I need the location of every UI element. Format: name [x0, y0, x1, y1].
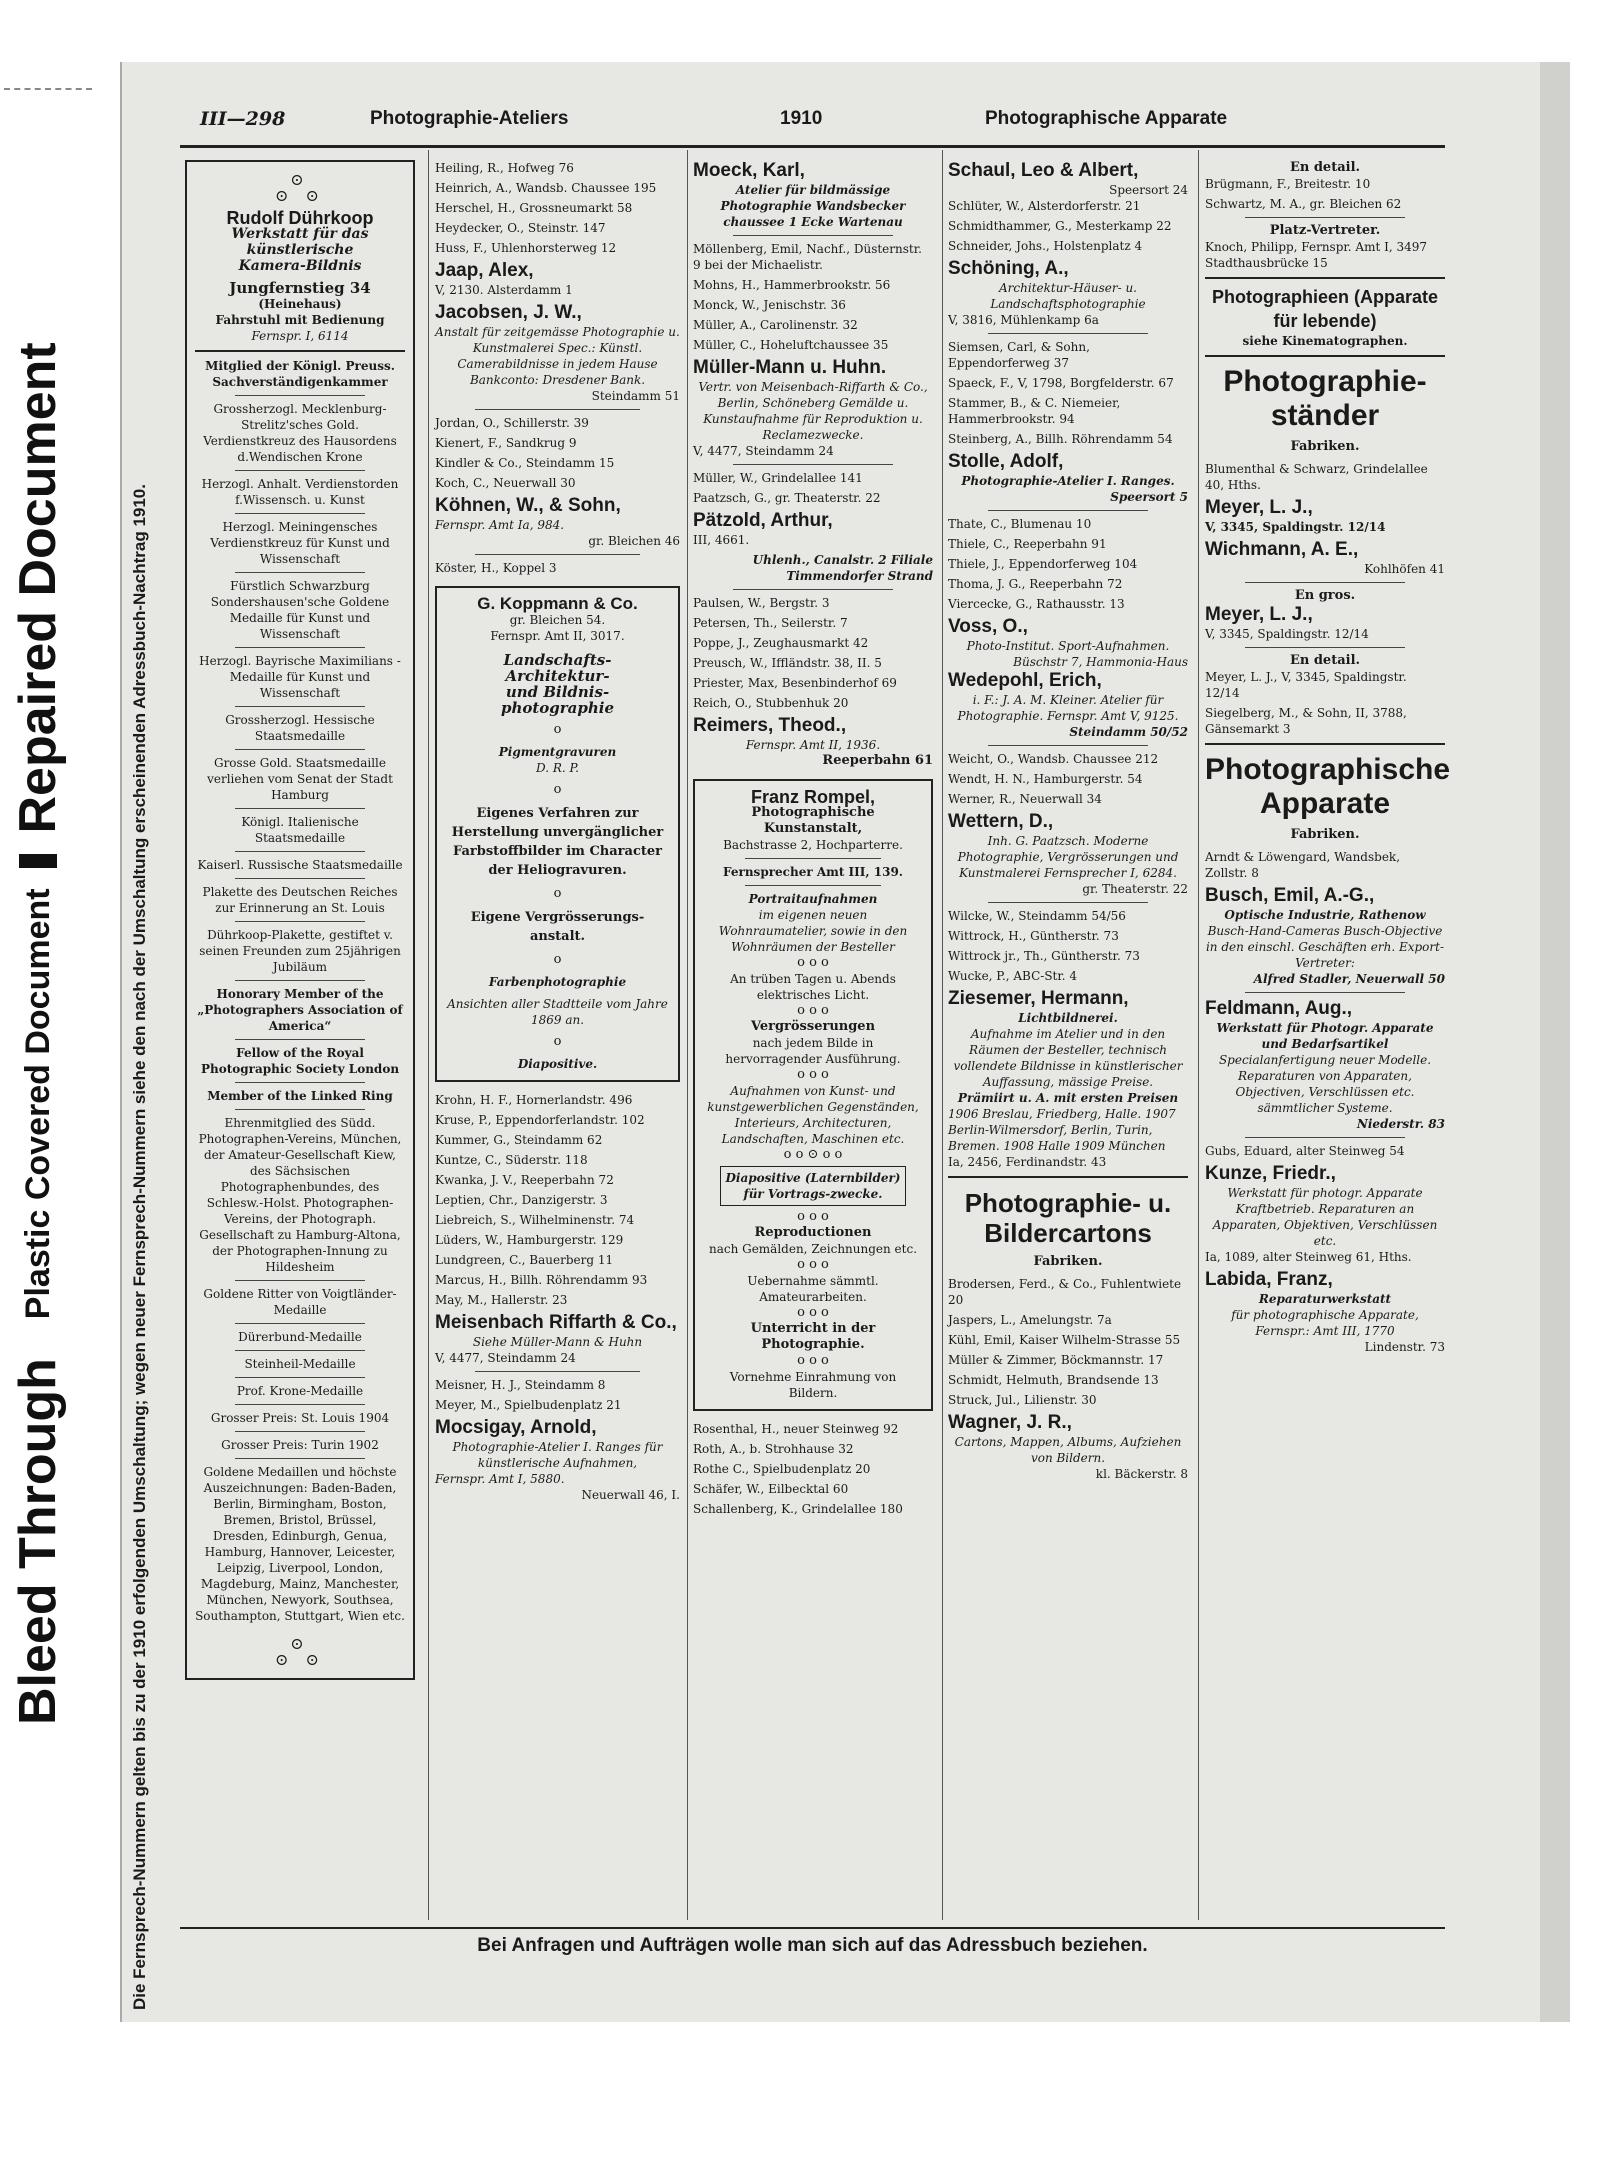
entry-addr: Niederstr. 83	[1356, 1117, 1445, 1131]
entry: Köster, H., Koppel 3	[435, 561, 557, 575]
ornament: o o o	[797, 1305, 829, 1320]
label-divider	[19, 854, 57, 868]
section-sub: Fabriken.	[1290, 439, 1360, 454]
honor: Herzogl. Bayrische Maximilians - Medaille für Kunst und Wissenschaft	[199, 654, 401, 700]
column-divider	[428, 150, 429, 1920]
column-duehrkoop	[185, 160, 415, 1680]
entry-name: Wichmann, A. E.,	[1205, 539, 1359, 560]
rompel-line: Aufnahmen von Kunst- und kunstgewerblichen Gegenständen, Interieurs, Architecturen, Landschaften, Maschinen etc.	[707, 1084, 919, 1146]
entry-desc: Aufnahme im Atelier und in den Räumen der Besteller, technisch vollendete Bildnisse in künstlerischer Auffassung, mässige Preise.	[953, 1027, 1183, 1089]
ornament: ⊙ ⊙ ⊙	[275, 1634, 325, 1669]
entry-sub: Reparaturwerkstatt	[1258, 1292, 1392, 1306]
entry: Schmidthammer, G., Mesterkamp 22	[948, 219, 1172, 233]
honor: Goldene Medaillen und höchste Auszeichnungen: Baden-Baden, Berlin, Birmingham, Boston, Bremen, Bristol, Brüssel, Dresden, Edinburgh, Genua, Hamburg, Hannover, Leicester, Leipzig, Liverpool, London, Magdeburg, Mainz, Manchester, München, Newyork, Southsea, Southampton, Stuttgart, Wien etc.	[195, 1465, 405, 1623]
section-sub: Fabriken.	[1033, 1254, 1103, 1269]
entry: Kuntze, C., Süderstr. 118	[435, 1153, 588, 1167]
entry: Kwanka, J. V., Reeperbahn 72	[435, 1173, 614, 1187]
entry-desc: Photo-Institut. Sport-Aufnahmen.	[966, 639, 1170, 653]
entry-desc: Photographie-Atelier I. Ranges.	[961, 474, 1175, 488]
entry: Schmidt, Helmuth, Brandsende 13	[948, 1373, 1159, 1387]
rompel-line: Portraitaufnahmen	[748, 892, 878, 906]
column-divider	[942, 150, 943, 1920]
entry: Knoch, Philipp, Fernspr. Amt I, 3497 Stadthausbrücke 15	[1205, 240, 1428, 270]
header-right: Photographische Apparate	[985, 108, 1228, 129]
entry-name: Mocsigay, Arnold,	[435, 1417, 597, 1438]
page-edge	[1540, 62, 1570, 2022]
entry: Weicht, O., Wandsb. Chaussee 212	[948, 752, 1159, 766]
entry-addr: gr. Theaterstr. 22	[1082, 882, 1188, 896]
honor: Grossherzogl. Mecklenburg-Strelitz'sches Gold. Verdienstkreuz des Hausordens d.Wendischen Krone	[203, 402, 397, 464]
honor: Dührkoop-Plakette, gestiftet v. seinen Freunden zum 25jährigen Jubiläum	[199, 928, 401, 974]
entry-addr: Steindamm 51	[591, 389, 680, 403]
honor: Grosser Preis: Turin 1902	[221, 1438, 379, 1452]
entry: Paatzsch, G., gr. Theaterstr. 22	[693, 491, 881, 505]
entry: Krohn, H. F., Hornerlandstr. 496	[435, 1093, 633, 1107]
entry-addr: kl. Bäckerstr. 8	[1095, 1467, 1188, 1481]
honor: Fellow of the Royal Photographic Society London	[200, 1046, 400, 1076]
entry-name: Wagner, J. R.,	[948, 1412, 1072, 1433]
ornament: o o o	[797, 1003, 829, 1018]
entry-prize: Prämiirt u. A. mit ersten Preisen	[957, 1091, 1179, 1105]
label-bleed-through: Bleed Through	[9, 1358, 67, 1725]
entry-desc: Architektur-Häuser- u. Landschaftsphotographie	[990, 281, 1146, 311]
entry: Meisner, H. J., Steindamm 8	[435, 1378, 606, 1392]
dashed-line	[4, 88, 92, 90]
entry-name: Stolle, Adolf,	[948, 451, 1064, 472]
entry: Struck, Jul., Lilienstr. 30	[948, 1393, 1097, 1407]
entry-name: Jaap, Alex,	[435, 260, 534, 281]
entry-addr: Lindenstr. 73	[1364, 1340, 1445, 1354]
entry: May, M., Hallerstr. 23	[435, 1293, 568, 1307]
entry-name: Meyer, L. J.,	[1205, 604, 1313, 625]
entry-name: Ziesemer, Hermann,	[948, 988, 1129, 1009]
ornament: o o o	[797, 1067, 829, 1082]
honor: Plakette des Deutschen Reiches zur Erinnerung an St. Louis	[202, 885, 398, 915]
entry-desc: Photographie-Atelier I. Ranges für künstlerische Aufnahmen,	[452, 1440, 663, 1470]
entry-phone: Fernspr. Amt Ia, 984.	[435, 518, 565, 532]
entry: Lundgreen, C., Bauerberg 11	[435, 1253, 614, 1267]
entry: Wilcke, W., Steindamm 54/56	[948, 909, 1126, 923]
entry-desc: Siehe Müller-Mann & Huhn	[472, 1335, 643, 1349]
entry: Lüders, W., Hamburgerstr. 129	[435, 1233, 624, 1247]
footer-text: Bei Anfragen und Aufträgen wolle man sich auf das Adressbuch beziehen.	[477, 1935, 1148, 1956]
street: Jungfernstieg 34	[229, 279, 371, 297]
honor: Königl. Italienische Staatsmedaille	[241, 815, 359, 845]
entry: Wucke, P., ABC-Str. 4	[948, 969, 1078, 983]
rompel-line: Vergrösserungen	[750, 1019, 876, 1034]
entry: Leptien, Chr., Danzigerstr. 3	[435, 1193, 608, 1207]
entry: Wittrock jr., Th., Güntherstr. 73	[948, 949, 1140, 963]
entry-name: Reimers, Theod.,	[693, 715, 847, 736]
koppmann-line: Eigenes Verfahren zur Herstellung unvergänglicher Farbstoffbilder im Character der Heliogravuren.	[451, 806, 664, 878]
entry: Meyer, M., Spielbudenplatz 21	[435, 1398, 622, 1412]
header-left: Photographie-Ateliers	[370, 108, 569, 129]
entry-name: Kunze, Friedr.,	[1205, 1163, 1336, 1184]
entry-name: Jacobsen, J. W.,	[435, 302, 582, 323]
entry-desc: Busch-Hand-Cameras Busch-Objective in den einschl. Geschäften erh. Export-Vertreter:	[1205, 924, 1445, 970]
duehrkoop-name: Rudolf Dührkoop	[226, 208, 374, 228]
entry: Liebreich, S., Wilhelminenstr. 74	[435, 1213, 635, 1227]
entry-addr: V, 4477, Steindamm 24	[435, 1351, 576, 1365]
entry: Schallenberg, K., Grindelallee 180	[693, 1502, 903, 1516]
koppmann-line: Diapositive.	[517, 1057, 598, 1071]
house: (Heinehaus)	[258, 297, 342, 311]
tagline: künstlerische	[246, 242, 354, 258]
entry: Herschel, H., Grossneumarkt 58	[435, 201, 633, 215]
footer-rule	[180, 1927, 1445, 1929]
entry: V, 2130. Alsterdamm 1	[435, 283, 573, 297]
header-year: 1910	[780, 108, 823, 129]
entry-name: Wedepohl, Erich,	[948, 670, 1102, 691]
entry-addr: V, 3816, Mühlenkamp 6a	[948, 313, 1099, 327]
honor: Steinheil-Medaille	[244, 1357, 356, 1371]
entry-desc: Werkstatt für photogr. Apparate Kraftbetrieb. Reparaturen an Apparaten, Objektiven, Verschlüssen etc.	[1212, 1186, 1438, 1248]
entry: Müller, W., Grindelallee 141	[693, 471, 863, 485]
entry: Müller, A., Carolinenstr. 32	[693, 318, 858, 332]
entry: Heydecker, O., Steinstr. 147	[435, 221, 606, 235]
column-moeck-schallenberg	[693, 160, 933, 1521]
honor: Fürstlich Schwarzburg Sondershausen'sche Goldene Medaille für Kunst und Wissenschaft	[210, 579, 390, 641]
entry-name: Busch, Emil, A.-G.,	[1205, 885, 1375, 906]
entry-name: Moeck, Karl,	[693, 160, 805, 181]
entry-addr: Neuerwall 46, I.	[581, 1488, 680, 1502]
entry-addr: V, 3345, Spaldingstr. 12/14	[1205, 520, 1386, 534]
column-apparate	[1205, 160, 1451, 1355]
entry-desc: Vertr. von Meisenbach-Riffarth & Co., Berlin, Schöneberg Gemälde u. Kunstaufnahme für Reproduktion u. Reclamezwecke.	[698, 380, 928, 442]
entry-addr: Ia, 1089, alter Steinweg 61, Hths.	[1205, 1250, 1412, 1264]
entry-addr: Büschstr 7, Hammonia-Haus	[1013, 655, 1188, 669]
column-heiling-mocsigay	[435, 160, 680, 1503]
entry: Rosenthal, H., neuer Steinweg 92	[693, 1422, 899, 1436]
entry-desc: Specialanfertigung neuer Modelle. Reparaturen von Apparaten, Objectiven, Verschlüssen etc. sämmtlicher Systeme.	[1218, 1053, 1432, 1115]
rompel-line: im eigenen neuen Wohnraumatelier, sowie in den Wohnräumen der Besteller	[718, 908, 908, 954]
honor: Grossherzogl. Hessische Staatsmedaille	[225, 713, 375, 743]
entry: Huss, F., Uhlenhorsterweg 12	[435, 241, 617, 255]
ornament: o	[553, 782, 562, 797]
koppmann-line: Landschafts-	[503, 651, 612, 669]
rompel-line: Bachstrasse 2, Hochparterre.	[723, 838, 903, 852]
koppmann-line: Architektur-	[505, 667, 610, 685]
koppmann-addr: gr. Bleichen 54.	[509, 613, 606, 627]
entry: Reich, O., Stubbenhuk 20	[693, 696, 849, 710]
entry-addr: gr. Bleichen 46	[588, 534, 680, 548]
ornament: ⊙ ⊙ ⊙	[275, 170, 325, 205]
entry-addr: Uhlenh., Canalstr. 2 Filiale Timmendorfer Strand	[752, 553, 933, 583]
entry-phone: III, 4661.	[693, 533, 750, 547]
koppmann-line: Ansichten aller Stadtteile vom Jahre 1869 an.	[447, 997, 668, 1027]
header-rule	[180, 145, 1445, 148]
entry: Siegelberg, M., & Sohn, II, 3788, Gänsemarkt 3	[1205, 706, 1407, 736]
koppmann-name: G. Koppmann & Co.	[477, 594, 638, 613]
section-sub: En gros.	[1294, 588, 1356, 603]
entry: Mohns, H., Hammerbrookstr. 56	[693, 278, 891, 292]
tagline: Kamera-Bildnis	[238, 258, 362, 274]
lift: Fahrstuhl mit Bedienung	[215, 313, 385, 327]
koppmann-phone: Fernspr. Amt II, 3017.	[490, 629, 625, 643]
section-title: Photographische Apparate	[1205, 753, 1451, 820]
koppmann-line: Farbenphotographie	[488, 975, 627, 989]
entry: Brodersen, Ferd., & Co., Fuhlentwiete 20	[948, 1277, 1182, 1307]
entry-addr: Speersort 5	[1110, 490, 1188, 504]
entry: Marcus, H., Billh. Röhrendamm 93	[435, 1273, 648, 1287]
rompel-line: Unterricht in der Photographie.	[750, 1321, 876, 1352]
vertical-notice: Die Fernsprech-Nummern gelten bis zu der 1910 erfolgenden Umschaltung; wegen neuer Fernsprech-Nummern siehe den nach der Umschaltung erscheinenden Adressbuch-Nachtrag 1910.	[130, 484, 149, 2010]
entry: Jaspers, L., Amelungstr. 7a	[948, 1313, 1112, 1327]
entry: Müller, C., Hoheluftchaussee 35	[693, 338, 889, 352]
entry: Kühl, Emil, Kaiser Wilhelm-Strasse 55	[948, 1333, 1181, 1347]
entry: Rothe C., Spielbudenplatz 20	[693, 1462, 871, 1476]
entry: Brügmann, F., Breitestr. 10	[1205, 177, 1371, 191]
rompel-line: Vornehme Einrahmung von Bildern.	[729, 1370, 897, 1400]
label-repaired: Repaired Document	[9, 342, 67, 834]
koppmann-line: D. R. P.	[536, 761, 579, 775]
entry-addr: Ia, 2456, Ferdinandstr. 43	[948, 1155, 1107, 1169]
entry: Gubs, Eduard, alter Steinweg 54	[1205, 1144, 1405, 1158]
ornament: o o o	[797, 1209, 829, 1224]
entry: Schäfer, W., Eilbecktal 60	[693, 1482, 849, 1496]
entry-desc: Inh. G. Paatzsch. Moderne Photographie, Vergrösserungen und Kunstmalerei Fernsprecher I, 6284.	[957, 834, 1179, 880]
koppmann-ad	[435, 586, 680, 1082]
section-sub: Fabriken.	[1290, 827, 1360, 842]
entry: Stammer, B., & C. Niemeier, Hammerbrookstr. 94	[948, 396, 1121, 426]
koppmann-line: und Bildnis-	[505, 683, 610, 701]
rompel-line: Reproductionen	[754, 1225, 872, 1240]
ornament: o	[553, 952, 562, 967]
entry: Kindler & Co., Steindamm 15	[435, 456, 615, 470]
koppmann-line: Eigene Vergrösserungs-anstalt.	[470, 910, 645, 944]
entry-name: Labida, Franz,	[1205, 1269, 1333, 1290]
entry-name: Meisenbach Riffarth & Co.,	[435, 1312, 677, 1333]
entry-name: Köhnen, W., & Sohn,	[435, 495, 621, 516]
rompel-line: nach jedem Bilde in hervorragender Ausführung.	[725, 1036, 901, 1066]
entry-sub: Optische Industrie, Rathenow	[1224, 908, 1426, 922]
entry: Heinrich, A., Wandsb. Chaussee 195	[435, 181, 657, 195]
entry-desc: i. F.: J. A. M. Kleiner. Atelier für Photographie. Fernspr. Amt V, 9125.	[957, 693, 1179, 723]
honor: Grosser Preis: St. Louis 1904	[210, 1411, 390, 1425]
entry: Paulsen, W., Bergstr. 3	[693, 596, 830, 610]
entry: Siemsen, Carl, & Sohn, Eppendorferweg 37	[948, 340, 1090, 370]
ornament: o o ⊙ o o	[783, 1147, 843, 1162]
entry-name: Schöning, A.,	[948, 258, 1069, 279]
entry: Schlüter, W., Alsterdorferstr. 21	[948, 199, 1141, 213]
tagline: Werkstatt für das	[231, 226, 369, 242]
entry-addr: Steindamm 50/52	[1069, 725, 1188, 739]
rompel-line: An trüben Tagen u. Abends elektrisches Licht.	[730, 972, 896, 1002]
honor: Grosse Gold. Staatsmedaille verliehen vom Senat der Stadt Hamburg	[207, 756, 393, 802]
honor: Prof. Krone-Medaille	[236, 1384, 364, 1398]
entry-addr: Alfred Stadler, Neuerwall 50	[1253, 972, 1445, 986]
honor: Kaiserl. Russische Staatsmedaille	[197, 858, 403, 872]
entry-desc: für photographische Apparate, Fernspr.: Amt III, 1770	[1231, 1308, 1419, 1338]
entry: Poppe, J., Zeughausmarkt 42	[693, 636, 869, 650]
entry-phone: Fernspr. Amt I, 5880.	[435, 1472, 565, 1486]
entry-name: Müller-Mann u. Huhn.	[693, 357, 887, 378]
entry: Preusch, W., Iffländstr. 38, II. 5	[693, 656, 882, 670]
entry: Meyer, L. J., V, 3345, Spaldingstr. 12/14	[1205, 670, 1407, 700]
entry: Schwartz, M. A., gr. Bleichen 62	[1205, 197, 1402, 211]
entry-phone: Fernspr. Amt II, 1936.	[745, 738, 881, 752]
entry: Wendt, H. N., Hamburgerstr. 54	[948, 772, 1143, 786]
entry-sub: Werkstatt für Photogr. Apparate und Bedarfsartikel	[1216, 1021, 1434, 1051]
honor: Herzogl. Meiningensches Verdienstkreuz für Kunst und Wissenschaft	[210, 520, 390, 566]
entry-addr: V, 4477, Steindamm 24	[693, 444, 834, 458]
section-sub: En detail.	[1289, 653, 1361, 668]
entry: Blumenthal & Schwarz, Grindelallee 40, Hths.	[1205, 462, 1428, 492]
honor: Mitglied der Königl. Preuss. Sachverständigenkammer	[205, 359, 395, 389]
entry: Monck, W., Jenischstr. 36	[693, 298, 846, 312]
entry-desc: Anstalt für zeitgemässe Photographie u. Kunstmalerei Spec.: Künstl. Camerabildnisse in jedem Hause Bankconto: Dresdener Bank.	[435, 325, 680, 387]
entry-name: Voss, O.,	[948, 616, 1028, 637]
ornament: o o o	[797, 955, 829, 970]
entry: Koch, C., Neuerwall 30	[435, 476, 576, 490]
entry: Jordan, O., Schillerstr. 39	[435, 416, 589, 430]
entry: Kummer, G., Steindamm 62	[435, 1133, 603, 1147]
honor: Goldene Ritter von Voigtländer-Medaille	[203, 1287, 397, 1317]
rompel-line: Fernsprecher Amt III, 139.	[723, 865, 903, 879]
ornament: o	[553, 1034, 562, 1049]
phone: Fernspr. I, 6114	[251, 329, 349, 343]
column-divider	[1198, 150, 1199, 1920]
entry: Wittrock, H., Güntherstr. 73	[948, 929, 1119, 943]
section-sub: Platz-Vertreter.	[1269, 223, 1381, 238]
rompel-line: Uebernahme sämmtl. Amateurarbeiten.	[747, 1274, 879, 1304]
section-title: Photographieen (Apparate für lebende)	[1211, 287, 1439, 331]
entry: Schneider, Johs., Holstenplatz 4	[948, 239, 1143, 253]
honor: Honorary Member of the „Photographers Association of America“	[197, 987, 403, 1033]
entry-name: Schaul, Leo & Albert,	[948, 160, 1139, 181]
column-schaul-wagner	[948, 160, 1188, 1482]
ornament: o	[553, 722, 562, 737]
entry-addr: Kohlhöfen 41	[1364, 562, 1445, 576]
ornament: o o o	[797, 1353, 829, 1368]
rompel-line: Photographische Kunstanstalt,	[751, 805, 875, 836]
entry-desc: Cartons, Mappen, Albums, Aufziehen von Bildern.	[954, 1435, 1182, 1465]
entry: Priester, Max, Besenbinderhof 69	[693, 676, 897, 690]
entry-name: Pätzold, Arthur,	[693, 510, 833, 531]
entry: Spaeck, F., V, 1798, Borgfelderstr. 67	[948, 376, 1174, 390]
page-number: III—298	[200, 108, 286, 130]
section-title: Photographie-ständer	[1223, 365, 1427, 432]
entry: Thate, C., Blumenau 10	[948, 517, 1092, 531]
entry-name: Meyer, L. J.,	[1205, 497, 1313, 518]
column-divider	[687, 150, 688, 1920]
entry: Roth, A., b. Strohhause 32	[693, 1442, 854, 1456]
entry: Thoma, J. G., Reeperbahn 72	[948, 577, 1123, 591]
entry-name: Wettern, D.,	[948, 811, 1054, 832]
entry: Möllenberg, Emil, Nachf., Düsternstr. 9 bei der Michaelistr.	[693, 242, 922, 272]
entry: Petersen, Th., Seilerstr. 7	[693, 616, 848, 630]
rompel-name: Franz Rompel,	[750, 787, 875, 807]
entry: Kienert, F., Sandkrug 9	[435, 436, 577, 450]
honor: Ehrenmitglied des Südd. Photographen-Vereins, München, der Amateur-Gesellschaft Kiew, des Sächsischen Photographenbundes, des Schlesw.-Holst. Photographen-Vereins, der Photograph. Gesellschaft zu Hamburg-Altona, der Photographen-Innung zu Hildesheim	[198, 1116, 402, 1274]
honor: Herzogl. Anhalt. Verdienstorden f.Wissensch. u. Kunst	[201, 477, 399, 507]
entry-list: 1906 Breslau, Friedberg, Halle. 1907 Berlin-Wilmersdorf, Berlin, Turin, Bremen. 1908 Halle 1909 München	[948, 1107, 1176, 1153]
duehrkoop-ad	[185, 160, 415, 1680]
entry: Steinberg, A., Billh. Röhrendamm 54	[948, 432, 1173, 446]
section-sub: En detail.	[1289, 160, 1361, 175]
entry-sub: Lichtbildnerei.	[1018, 1011, 1118, 1025]
entry-addr: Speersort 24	[1109, 183, 1188, 197]
entry: Kruse, P., Eppendorferlandstr. 102	[435, 1113, 645, 1127]
entry-desc: Atelier für bildmässige Photographie Wandsbecker chaussee 1 Ecke Wartenau	[720, 183, 906, 229]
entry: Viercecke, G., Rathausstr. 13	[948, 597, 1125, 611]
side-labels	[8, 342, 68, 1725]
entry: Müller & Zimmer, Böckmannstr. 17	[948, 1353, 1164, 1367]
ornament: o	[553, 886, 562, 901]
koppmann-line: Pigmentgravuren	[498, 745, 617, 759]
entry-addr: V, 3345, Spaldingstr. 12/14	[1205, 627, 1369, 641]
section-sub: siehe Kinematographen.	[1242, 334, 1408, 348]
label-plastic-covered: Plastic Covered Document	[18, 888, 57, 1320]
ornament: o o o	[797, 1257, 829, 1272]
entry-name: Feldmann, Aug.,	[1205, 998, 1353, 1019]
honor: Member of the Linked Ring	[207, 1089, 393, 1103]
entry: Arndt & Löwengard, Wandsbek, Zollstr. 8	[1205, 850, 1401, 880]
entry: Werner, R., Neuerwall 34	[948, 792, 1102, 806]
honor: Dürerbund-Medaille	[238, 1330, 362, 1344]
koppmann-line: photographie	[500, 699, 615, 717]
entry: Thiele, C., Reeperbahn 91	[948, 537, 1107, 551]
rompel-line: Diapositive (Laternbilder) für Vortrags-zwecke.	[720, 1166, 906, 1206]
page-header	[200, 108, 1470, 138]
entry-addr: Reeperbahn 61	[822, 753, 933, 768]
entry: Heiling, R., Hofweg 76	[435, 161, 574, 175]
section-title: Photographie- u. Bildercartons	[964, 1188, 1172, 1248]
rompel-line: nach Gemälden, Zeichnungen etc.	[708, 1242, 918, 1256]
entry: Thiele, J., Eppendorferweg 104	[948, 557, 1138, 571]
rompel-ad	[693, 779, 933, 1411]
